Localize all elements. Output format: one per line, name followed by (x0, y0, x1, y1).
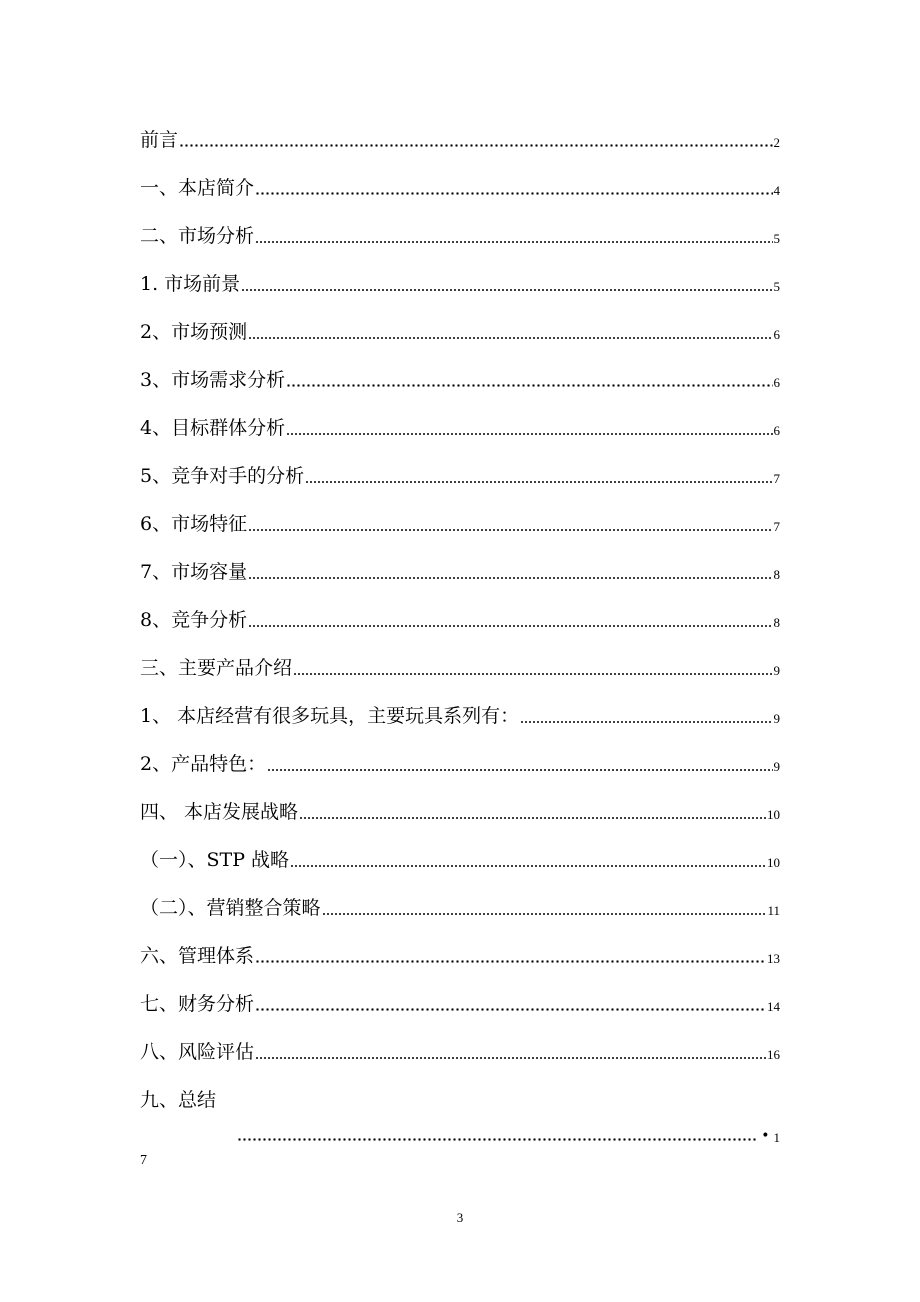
toc-leader (255, 1000, 766, 1012)
toc-leader (255, 1048, 766, 1060)
toc-entry-page: 6 (773, 375, 780, 390)
toc-leader (248, 328, 772, 340)
toc-entry[interactable] (140, 313, 780, 343)
toc-entry-page: 4 (773, 183, 780, 198)
toc-leader (267, 760, 772, 772)
toc-leader (237, 1130, 756, 1142)
toc-entry-page: 5 (773, 231, 780, 246)
toc-entry-page-wrapped: 7 (140, 1153, 147, 1168)
toc-entry[interactable] (140, 745, 780, 775)
toc-entry-label: （二）、营销整合策略 (140, 897, 321, 919)
toc-entry-page: 9 (773, 711, 780, 726)
toc-entry-label: 一、本店简介 (140, 177, 255, 199)
toc-entry-label: 二、市场分析 (140, 225, 255, 247)
toc-entry[interactable] (140, 553, 780, 583)
toc-entry-label: 7、市场容量 (140, 561, 248, 583)
toc-entry[interactable] (140, 793, 780, 823)
toc-entry[interactable] (140, 361, 780, 391)
toc-entry[interactable] (140, 1033, 780, 1063)
toc-entry-label: 2、市场预测 (140, 321, 248, 343)
toc-entry-page: 10 (767, 807, 780, 822)
toc-entry-page: 5 (773, 279, 780, 294)
toc-entry-page: 2 (773, 135, 780, 150)
toc-entry-label: （一）、STP 战略 (140, 849, 290, 871)
toc-leader (286, 424, 772, 436)
toc-leader (299, 808, 766, 820)
toc-leader (286, 376, 772, 388)
toc-leader (255, 952, 766, 964)
toc-entry-label: 3、市场需求分析 (140, 369, 286, 391)
toc-entry[interactable] (140, 697, 780, 727)
toc-entry-label: 八、风险评估 (140, 1041, 255, 1063)
toc-entry-summary-leader-line (236, 1126, 780, 1146)
toc-entry-page: 16 (767, 1047, 780, 1062)
toc-entry-page: 9 (773, 663, 780, 678)
toc-entry-page: 10 (767, 855, 780, 870)
toc-entry-label: 4、目标群体分析 (140, 417, 286, 439)
toc-leader (255, 184, 772, 196)
toc-entry-label: 三、主要产品介绍 (140, 657, 293, 679)
toc-entry-label: 1、 本店经营有很多玩具，主要玩具系列有： (140, 705, 520, 727)
toc-entry-label: 九、总结 (140, 1089, 217, 1111)
toc-entry[interactable] (140, 457, 780, 487)
toc-entry-summary[interactable] (140, 1081, 780, 1111)
toc-entry-label: 1. 市场前景 (140, 273, 241, 295)
toc-entry-label: 5、竞争对手的分析 (140, 465, 305, 487)
toc-entry-label: 七、财务分析 (140, 993, 255, 1015)
toc-entry[interactable] (140, 649, 780, 679)
toc-entry[interactable] (140, 601, 780, 631)
toc-entry[interactable] (140, 265, 780, 295)
toc-entry-label: 2、产品特色： (140, 753, 267, 775)
toc-entry[interactable] (140, 841, 780, 871)
toc-leader (255, 232, 772, 244)
toc-entry-page: 13 (767, 951, 780, 966)
toc-entry-label: 6、市场特征 (140, 513, 248, 535)
toc-entry[interactable] (140, 985, 780, 1015)
toc-entry-label: 前言 (140, 129, 179, 151)
toc-leader (293, 664, 772, 676)
toc-leader (520, 712, 772, 724)
toc-entry-page: 6 (773, 423, 780, 438)
toc-entry[interactable] (140, 505, 780, 535)
toc-entry[interactable] (140, 889, 780, 919)
toc-entry-label: 四、 本店发展战略 (140, 801, 299, 823)
toc-leader (248, 520, 772, 532)
toc-leader (305, 472, 772, 484)
toc-leader (248, 616, 772, 628)
page-number: 3 (456, 1210, 464, 1225)
toc-entry[interactable] (140, 409, 780, 439)
toc-entry-page: 7 (773, 519, 780, 534)
toc-entry-page: 1 (773, 1130, 780, 1145)
toc-leader (248, 568, 772, 580)
toc-entry[interactable] (140, 217, 780, 247)
toc-entry-page: 11 (767, 903, 780, 918)
toc-leader (179, 136, 772, 148)
toc-entry-page: 14 (767, 999, 780, 1014)
toc-entry[interactable] (140, 121, 780, 151)
toc-entry[interactable] (140, 169, 780, 199)
toc-entry-page: 8 (773, 615, 780, 630)
toc-entry-label: 8、竞争分析 (140, 609, 248, 631)
toc-entry-page: 6 (773, 327, 780, 342)
toc-entry-page: 9 (773, 759, 780, 774)
bullet-icon: • (761, 1128, 770, 1144)
toc-leader (322, 904, 767, 916)
toc-entry-label: 六、管理体系 (140, 945, 255, 967)
toc-leader (241, 280, 772, 292)
toc-leader (290, 856, 766, 868)
toc-entry-page: 8 (773, 567, 780, 582)
toc-entry-page: 7 (773, 471, 780, 486)
toc-entry[interactable] (140, 937, 780, 967)
